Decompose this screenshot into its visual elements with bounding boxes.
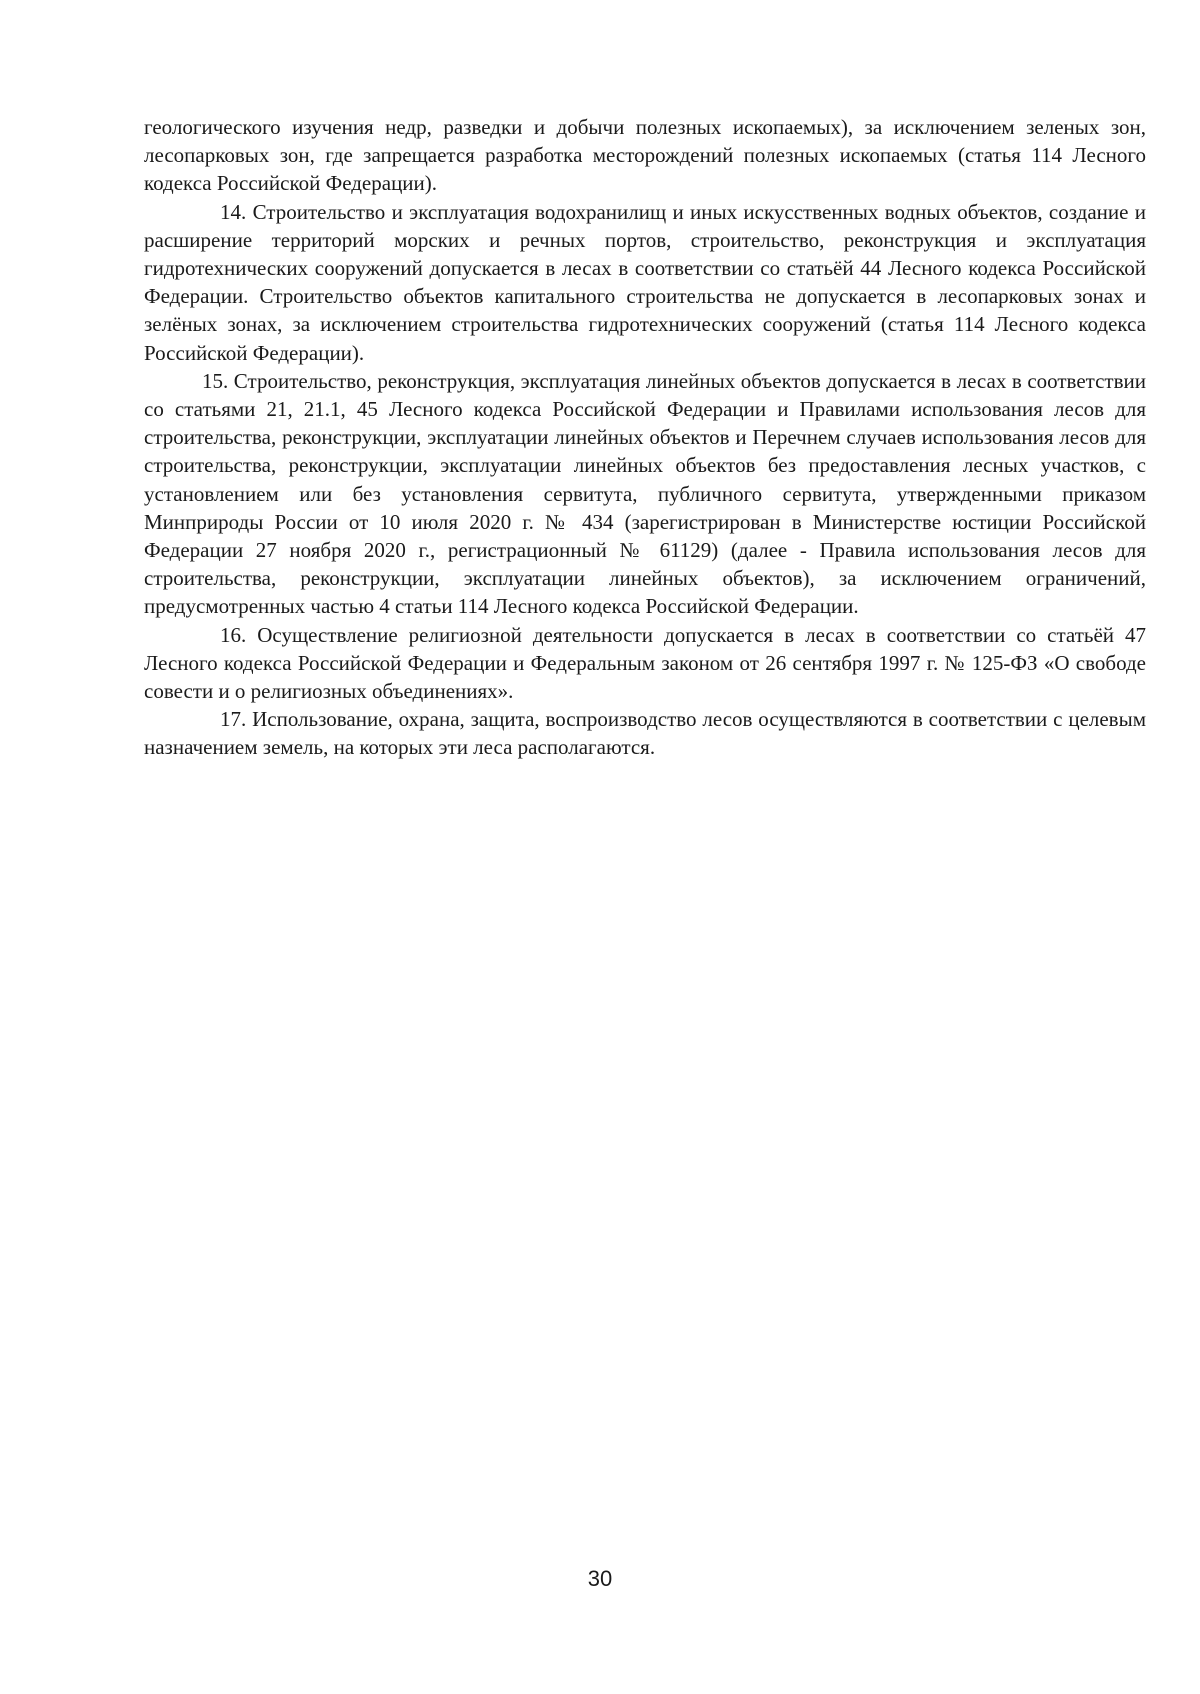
paragraph-16: 16. Осуществление религиозной деятельности допускается в лесах в соответствии со статьёй 47 Лесного кодекса Российской Федерации и Федеральным законом от 26 сентября 1997 г. № 125-ФЗ «О свободе совести и о религиозных объединениях».	[144, 622, 1146, 704]
paragraph-15: 15. Строительство, реконструкция, эксплуатация линейных объектов допускается в лесах в соответствии со статьями 21, 21.1, 45 Лесного кодекса Российской Федерации и Правилами использования лесов для строительства, реконструкции, эксплуатации линейных объектов и Перечнем случаев использования лесов для строительства, реконструкции, эксплуатации линейных объектов без предоставления лесных участков, с установлением или без установления сервитута, публичного сервитута, утвержденными приказом Минприроды России от 10 июля 2020 г. № 434 (зарегистрирован в Министерстве юстиции Российской Федерации 27 ноября 2020 г., регистрационный № 61129) (далее - Правила использования лесов для строительства, реконструкции, эксплуатации линейных объектов), за исключением ограничений, предусмотренных частью 4 статьи 114 Лесного кодекса Российской Федерации.	[144, 368, 1146, 619]
document-body	[144, 113, 1146, 762]
paragraph-17: 17. Использование, охрана, защита, воспроизводство лесов осуществляются в соответствии с целевым назначением земель, на которых эти леса располагаются.	[144, 707, 1146, 760]
page-number: 30	[587, 1566, 613, 1591]
paragraph-14: 14. Строительство и эксплуатация водохранилищ и иных искусственных водных объектов, создание и расширение территорий морских и речных портов, строительство, реконструкция и эксплуатация гидротехнических сооружений допускается в лесах в соответствии со статьёй 44 Лесного кодекса Российской Федерации. Строительство объектов капитального строительства не допускается в лесопарковых зонах и зелёных зонах, за исключением строительства гидротехнических сооружений (статья 114 Лесного кодекса Российской Федерации).	[144, 199, 1146, 365]
paragraph-13-continuation: геологического изучения недр, разведки и добычи полезных ископаемых), за исключением зеленых зон, лесопарковых зон, где запрещается разработка месторождений полезных ископаемых (статья 114 Лесного кодекса Российской Федерации).	[144, 115, 1146, 196]
